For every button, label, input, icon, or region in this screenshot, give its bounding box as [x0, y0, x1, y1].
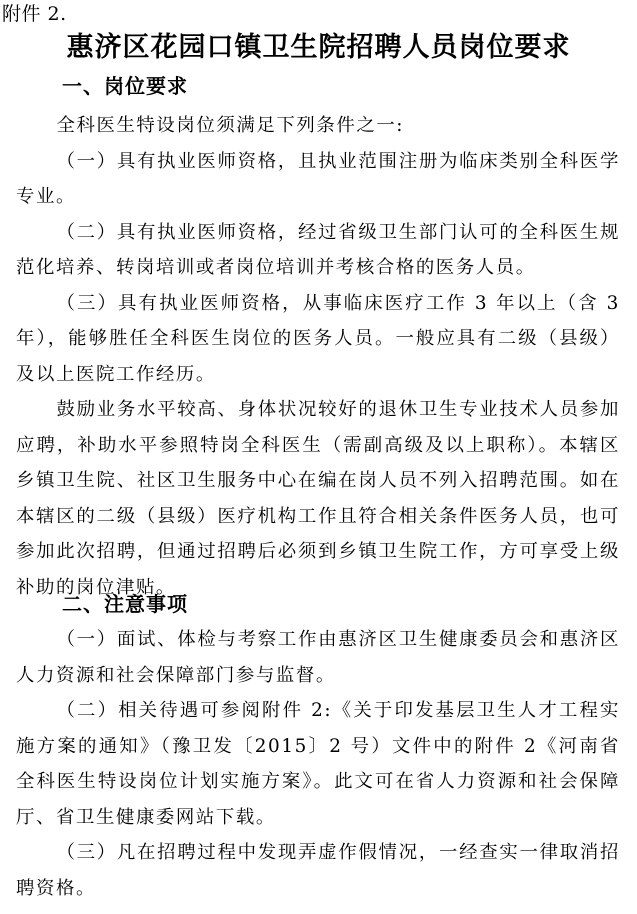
paragraph: （三）凡在招聘过程中发现弄虚作假情况，一经查实一律取消招聘资格。	[16, 842, 620, 899]
attachment-label: 附件 2.	[2, 3, 67, 25]
paragraph: （一）面试、体检与考察工作由惠济区卫生健康委员会和惠济区人力资源和社会保障部门参与监督。	[16, 629, 620, 686]
section-heading-requirements: 一、岗位要求	[62, 74, 188, 98]
section-heading-notes: 二、注意事项	[62, 592, 188, 616]
paragraph: （一）具有执业医师资格，且执业范围注册为临床类别全科医学专业。	[16, 150, 620, 207]
paragraph: （二）具有执业医师资格，经过省级卫生部门认可的全科医生规范化培养、转岗培训或者岗位培训并考核合格的医务人员。	[16, 221, 620, 278]
paragraph: （二）相关待遇可参阅附件 2:《关于印发基层卫生人才工程实施方案的通知》（豫卫发〔2015〕2 号）文件中的附件 2《河南省全科医生特设岗位计划实施方案》。此文可在省人力资源和社会保障厅、省卫生健康委网站下载。	[16, 700, 620, 828]
section-body-requirements	[16, 108, 620, 605]
paragraph: 全科医生特设岗位须满足下列条件之一:	[56, 115, 405, 136]
section-body-notes	[16, 622, 620, 906]
document-title: 惠济区花园口镇卫生院招聘人员岗位要求	[66, 32, 571, 63]
paragraph: 鼓励业务水平较高、身体状况较好的退休卫生专业技术人员参加应聘，补助水平参照特岗全科医生（需副高级及以上职称）。本辖区乡镇卫生院、社区卫生服务中心在编在岗人员不列入招聘范围。如在本辖区的二级（县级）医疗机构工作且符合相关条件医务人员，也可参加此次招聘，但通过招聘后必须到乡镇卫生院工作，方可享受上级补助的岗位津贴。	[16, 399, 620, 598]
paragraph: （三）具有执业医师资格，从事临床医疗工作 3 年以上（含 3 年），能够胜任全科医生岗位的医务人员。一般应具有二级（县级）及以上医院工作经历。	[16, 292, 620, 385]
